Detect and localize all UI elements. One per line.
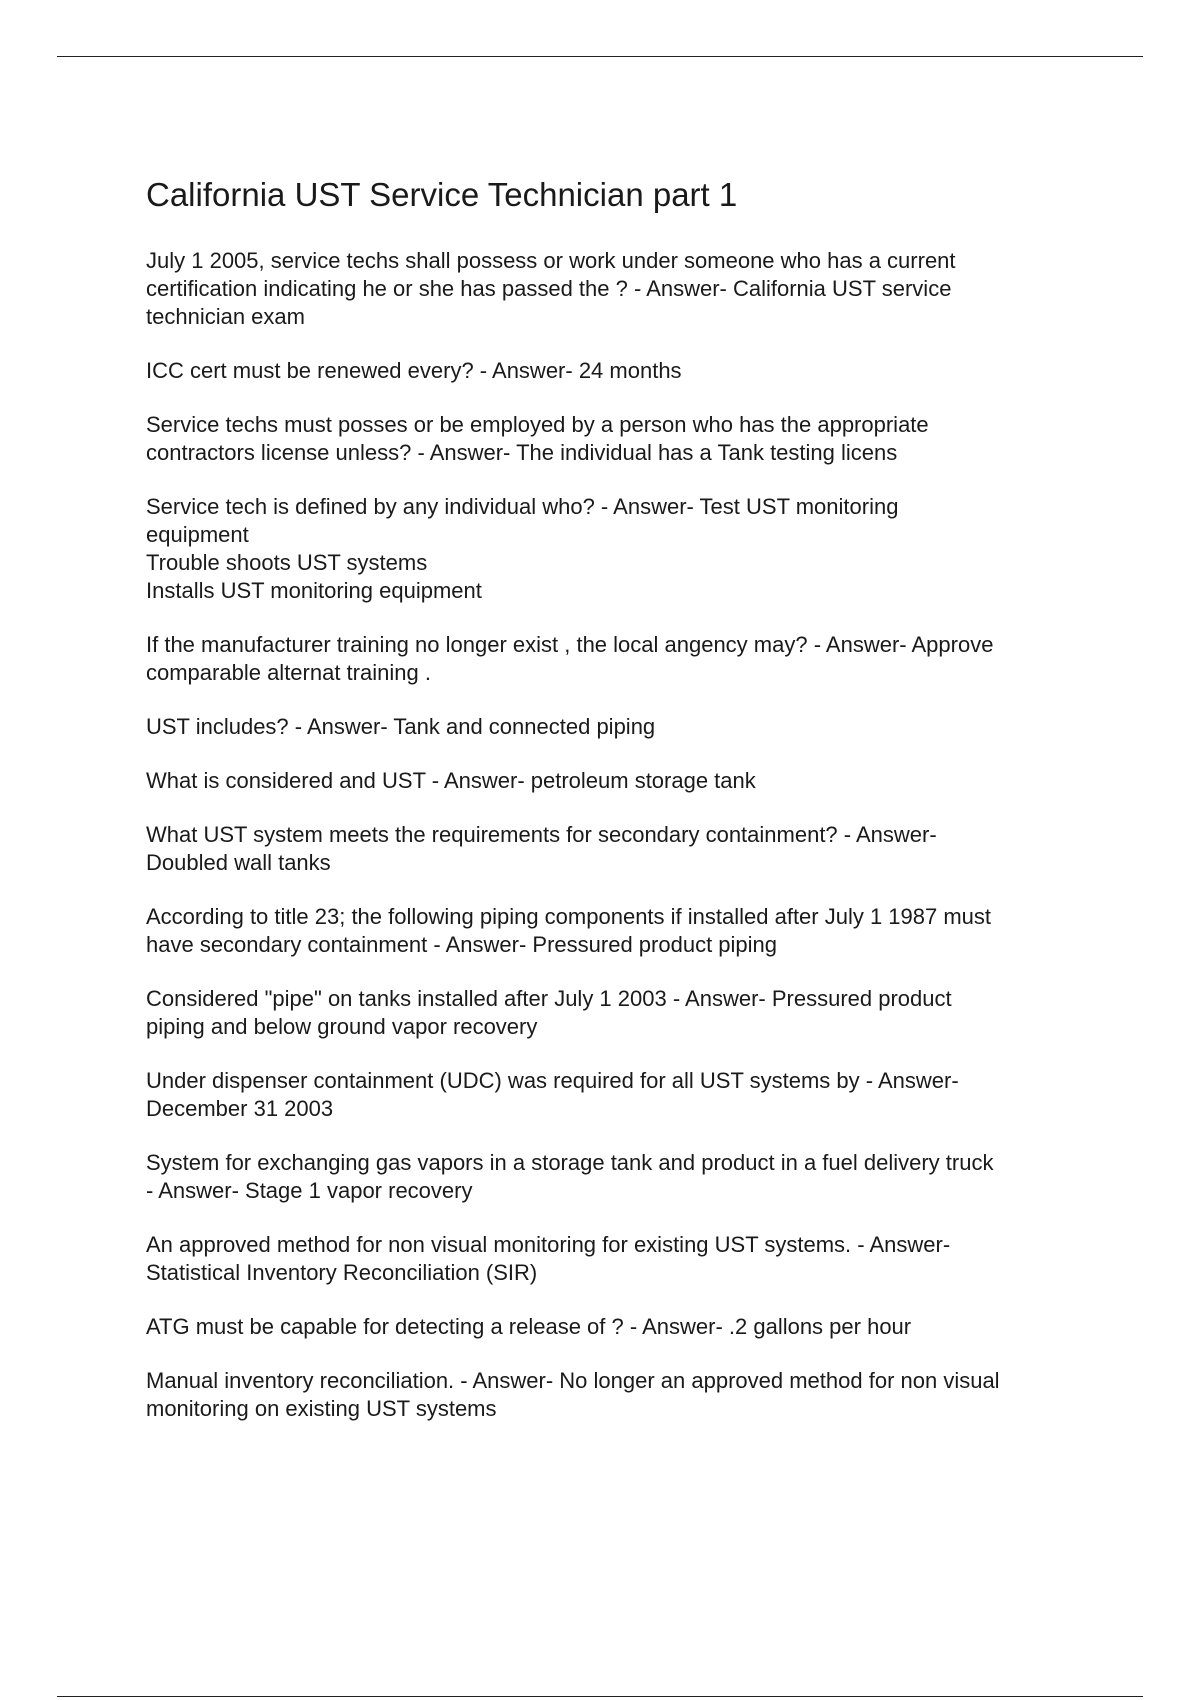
qa-item: Service techs must posses or be employed by a person who has the appropriate contractors license unless? - Answer- The individual has a Tank testing licens (146, 412, 929, 465)
qa-item: UST includes? - Answer- Tank and connected piping (146, 714, 656, 739)
qa-item: System for exchanging gas vapors in a storage tank and product in a fuel delivery truck - Answer- Stage 1 vapor recovery (146, 1150, 994, 1203)
qa-item: ICC cert must be renewed every? - Answer- 24 months (146, 358, 682, 383)
qa-item: If the manufacturer training no longer exist , the local angency may? - Answer- Approve comparable alternat training . (146, 632, 994, 685)
qa-item: An approved method for non visual monitoring for existing UST systems. - Answer- Statistical Inventory Reconciliation (SIR) (146, 1232, 951, 1285)
qa-item: Manual inventory reconciliation. - Answer- No longer an approved method for non visual monitoring on existing UST systems (146, 1368, 1000, 1421)
bottom-divider (57, 1696, 1143, 1697)
qa-item: What is considered and UST - Answer- petroleum storage tank (146, 768, 756, 793)
qa-item: Considered "pipe" on tanks installed after July 1 2003 - Answer- Pressured product piping and below ground vapor recovery (146, 986, 952, 1039)
document-body (146, 172, 1096, 1449)
top-divider (57, 56, 1143, 57)
qa-item: What UST system meets the requirements for secondary containment? - Answer- Doubled wall tanks (146, 822, 937, 875)
document-title: California UST Service Technician part 1 (146, 176, 738, 213)
qa-item: Under dispenser containment (UDC) was required for all UST systems by - Answer- December 31 2003 (146, 1068, 959, 1121)
qa-item: According to title 23; the following piping components if installed after July 1 1987 must have secondary containment - Answer- Pressured product piping (146, 904, 992, 957)
qa-item: July 1 2005, service techs shall possess or work under someone who has a current certification indicating he or she has passed the ? - Answer- California UST service technician exam (146, 248, 956, 329)
qa-item: Service tech is defined by any individual who? - Answer- Test UST monitoring equipment Trouble shoots UST systems Installs UST monitoring equipment (146, 494, 899, 603)
qa-item: ATG must be capable for detecting a release of ? - Answer- .2 gallons per hour (146, 1314, 912, 1339)
qa-list (146, 247, 1096, 1423)
